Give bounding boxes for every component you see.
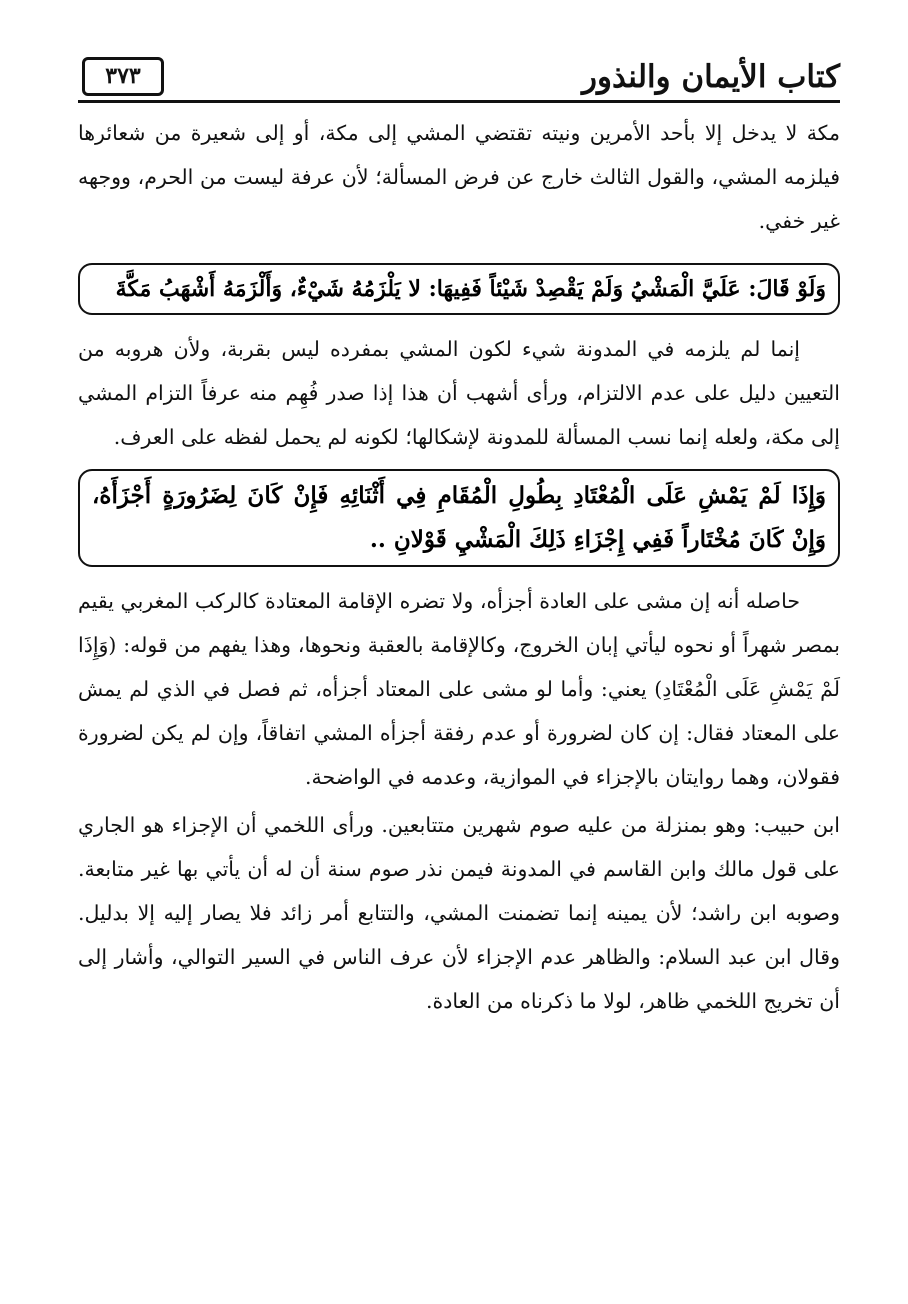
paragraph-4: ابن حبيب: وهو بمنزلة من عليه صوم شهرين متتابعين. ورأى اللخمي أن الإجزاء هو الجاري على قول مالك وابن القاسم في المدونة فيمن نذر صوم سنة أن له أن يأتي بها غير متابعة. وصوبه ابن راشد؛ لأن يمينه إنما تضمنت المشي، والتتابع أمر زائد فلا يصار إليه إلا بدليل. وقال ابن عبد السلام: والظاهر عدم الإجزاء لأن عرف الناس في السير التوالي، وأشار إلى أن تخريج اللخمي ظاهر، لولا ما ذكرناه من العادة. [78,813,840,1013]
book-title: كتاب الأيمان والنذور [582,59,840,95]
page [78,52,840,1252]
paragraph-1: مكة لا يدخل إلا بأحد الأمرين ونيته تقتضي المشي إلى مكة، أو إلى شعيرة من شعائرها فيلزمه المشي، والقول الثالث خارج عن فرض المسألة؛ لأن عرفة ليست من الحرم، ووجهه غير خفي. [78,121,840,233]
matn-box-1: وَلَوْ قَالَ: عَلَيَّ الْمَشْيُ وَلَمْ يَقْصِدْ شَيْئاً فَفِيهَا: لا يَلْزَمُهُ شَيْءٌ، وَأَلْزَمَهُ أَشْهَبُ مَكَّةَ [78,263,840,315]
paragraph-2: إنما لم يلزمه في المدونة شيء لكون المشي بمفرده ليس بقربة، ولأن هروبه من التعيين دليل على عدم الالتزام، ورأى أشهب أن هذا إذا صدر فُهِم منه عرفاً التزام المشي إلى مكة، ولعله إنما نسب المسألة للمدونة لإشكالها؛ لكونه لم يحمل لفظه على العرف. [78,337,840,449]
paragraph-3: حاصله أنه إن مشى على العادة أجزأه، ولا تضره الإقامة المعتادة كالركب المغربي يقيم بمصر شهراً أو نحوه ليأتي إبان الخروج، وكالإقامة بالعقبة ونحوها، وهذا يفهم من قوله: (وَإِذَا لَمْ يَمْشِ عَلَى الْمُعْتَادِ) يعني: وأما لو مشى على المعتاد أجزأه، ثم فصل في الذي لم يمش على المعتاد فقال: إن كان لضرورة أو عدم رفقة أجزأه المشي اتفاقاً، وإن لم يكن لضرورة فقولان، وهما روايتان بالإجزاء في الموازية، وعدمه في الواضحة. [78,589,840,789]
page-number: ٣٧٣ [82,57,164,96]
page-header [78,52,840,103]
matn-box-2: وَإِذَا لَمْ يَمْشِ عَلَى الْمُعْتَادِ بِطُولِ الْمُقَامِ فِي أَثْنَائِهِ فَإِنْ كَانَ لِضَرُورَةٍ أَجْزَأَهُ، وَإِنْ كَانَ مُخْتَاراً فَفِي إِجْزَاءِ ذَلِكَ الْمَشْيِ قَوْلانِ .. [78,469,840,567]
